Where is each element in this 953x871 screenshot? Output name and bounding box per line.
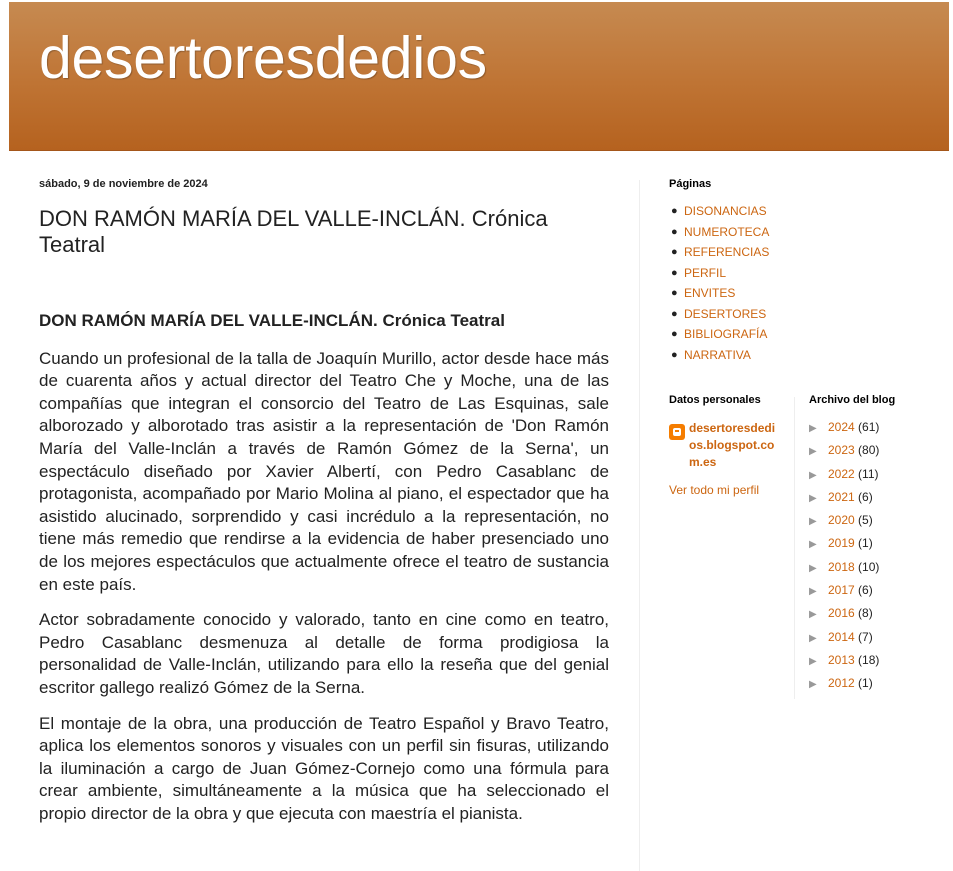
column-divider xyxy=(639,180,640,871)
archive-year-link[interactable]: 2016 xyxy=(828,606,855,621)
list-item xyxy=(809,606,949,629)
archive-count: (1) xyxy=(858,536,873,551)
list-item xyxy=(809,560,949,583)
blog-header xyxy=(9,2,949,151)
pages-list xyxy=(669,204,949,368)
main-column xyxy=(39,178,609,838)
archive-list xyxy=(809,420,949,700)
post-paragraph: Actor sobradamente conocido y valorado, tanto en cine como en teatro, Pedro Casablanc desmenuza al detalle de forma prodigiosa la personalidad de Valle-Inclán, utilizando para ello la reseña que del genial escritor gallego realizó Gómez de la Serna. xyxy=(39,610,609,697)
archive-count: (61) xyxy=(858,420,880,434)
list-item xyxy=(809,583,949,606)
list-item xyxy=(809,536,949,559)
archive-widget-title: Archivo del blog xyxy=(809,394,896,406)
profile-name-row xyxy=(669,420,781,471)
expand-arrow-icon[interactable]: ▶ xyxy=(809,539,817,551)
archive-count: (11) xyxy=(858,466,879,481)
post-paragraph: El montaje de la obra, una producción de Teatro Español y Bravo Teatro, aplica los elementos sonoros y visuales con un perfil sin fisuras, utilizando la iluminación a cargo de Juan Gómez-Cornejo como una fórmula para crear ambiente, simultáneamente a la música que ha seleccionado el propio director de la obra y que ejecuta con maestría el pianista. xyxy=(39,713,609,823)
page-link-numeroteca[interactable]: NUMEROTECA xyxy=(684,224,770,239)
archive-count: (5) xyxy=(858,513,873,528)
profile-widget-title: Datos personales xyxy=(669,394,761,406)
expand-arrow-icon[interactable]: ▶ xyxy=(809,516,817,528)
archive-year-link[interactable]: 2014 xyxy=(828,629,855,644)
page-link-bibliografia[interactable]: BIBLIOGRAFÍA xyxy=(684,327,768,341)
archive-count: (1) xyxy=(858,676,873,691)
post-date: sábado, 9 de noviembre de 2024 xyxy=(39,178,208,190)
list-item xyxy=(809,490,949,513)
archive-year-link[interactable]: 2019 xyxy=(828,536,855,551)
expand-arrow-icon[interactable]: ▶ xyxy=(809,423,817,434)
list-item xyxy=(669,307,949,328)
expand-arrow-icon[interactable]: ▶ xyxy=(809,446,817,458)
bullet-icon: ● xyxy=(671,246,678,258)
archive-year-link[interactable]: 2024 xyxy=(828,420,855,434)
page-link-disonancias[interactable]: DISONANCIAS xyxy=(684,204,767,218)
sidebar xyxy=(669,178,949,691)
list-item xyxy=(809,467,949,490)
bullet-icon: ● xyxy=(671,307,678,320)
list-item xyxy=(669,245,949,266)
list-item xyxy=(669,266,949,287)
archive-count: (10) xyxy=(858,559,880,574)
bullet-icon: ● xyxy=(671,205,678,217)
list-item xyxy=(669,286,949,307)
pages-widget-title: Páginas xyxy=(669,178,712,190)
archive-year-link[interactable]: 2023 xyxy=(828,443,855,458)
post-paragraph: Cuando un profesional de la talla de Joaquín Murillo, actor desde hace más de cuarenta años y actual director del Teatro Che y Moche, una de las compañías que integran el consorcio del Teatro de Las Esquinas, sale alborozado y alborotado tras asistir a la representación de 'Don Ramón María del Valle-Inclán a través de Ramón Gómez de la Serna', un espectáculo diseñado por Xavier Albertí, con Pedro Casablanc de protagonista, acompañado por Mario Molina al piano, el espectador que ha asistido alucinado, sorprendido y casi incrédulo a la representación, no tiene más remedio que rendirse a la evidencia de haber presenciado uno de los mejores espectáculos que actualmente ofrece el teatro de sustancia en este país. xyxy=(39,348,609,594)
expand-arrow-icon[interactable]: ▶ xyxy=(809,609,817,621)
archive-widget xyxy=(809,394,949,700)
archive-year-link[interactable]: 2021 xyxy=(828,489,855,504)
list-item xyxy=(809,653,949,676)
bullet-icon: ● xyxy=(671,287,678,299)
archive-year-link[interactable]: 2018 xyxy=(828,559,855,574)
list-item xyxy=(669,327,949,348)
post-body xyxy=(39,310,609,825)
page-link-narrativa[interactable]: NARRATIVA xyxy=(684,347,751,362)
page-link-referencias[interactable]: REFERENCIAS xyxy=(684,245,770,259)
list-item xyxy=(669,348,949,369)
bullet-icon: ● xyxy=(671,225,678,238)
archive-year-link[interactable]: 2012 xyxy=(828,676,855,691)
bullet-icon: ● xyxy=(671,348,678,361)
view-full-profile-link[interactable]: Ver todo mi perfil xyxy=(669,483,760,497)
archive-count: (8) xyxy=(858,606,873,621)
expand-arrow-icon[interactable]: ▶ xyxy=(809,562,817,574)
archive-year-link[interactable]: 2020 xyxy=(828,513,855,528)
archive-count: (6) xyxy=(858,489,873,504)
list-item xyxy=(809,443,949,466)
page-link-desertores[interactable]: DESERTORES xyxy=(684,306,767,321)
list-item xyxy=(669,225,949,246)
archive-year-link[interactable]: 2017 xyxy=(828,583,855,598)
archive-count: (6) xyxy=(858,583,873,598)
pages-widget xyxy=(669,178,949,368)
bullet-icon: ● xyxy=(671,266,678,279)
archive-count: (18) xyxy=(858,652,880,667)
page-link-perfil[interactable]: PERFIL xyxy=(684,265,727,280)
archive-count: (7) xyxy=(858,629,873,644)
page-link-envites[interactable]: ENVITES xyxy=(684,286,736,300)
blogger-icon xyxy=(669,424,685,440)
list-item xyxy=(809,676,949,699)
expand-arrow-icon[interactable]: ▶ xyxy=(809,492,817,504)
expand-arrow-icon[interactable]: ▶ xyxy=(809,586,817,598)
expand-arrow-icon[interactable]: ▶ xyxy=(809,679,817,691)
bullet-icon: ● xyxy=(671,328,678,340)
expand-arrow-icon[interactable]: ▶ xyxy=(809,469,817,481)
archive-count: (80) xyxy=(858,443,880,458)
archive-year-link[interactable]: 2013 xyxy=(828,652,855,667)
list-item xyxy=(669,204,949,225)
profile-widget xyxy=(669,394,781,497)
list-item xyxy=(809,420,949,443)
blog-title[interactable]: desertoresdedios xyxy=(39,25,487,91)
post-title[interactable]: DON RAMÓN MARÍA DEL VALLE-INCLÁN. Crónica Teatral xyxy=(39,206,548,257)
list-item xyxy=(809,513,949,536)
post-heading: DON RAMÓN MARÍA DEL VALLE-INCLÁN. Crónica Teatral xyxy=(39,311,505,330)
archive-year-link[interactable]: 2022 xyxy=(828,466,855,481)
list-item xyxy=(809,630,949,653)
expand-arrow-icon[interactable]: ▶ xyxy=(809,655,817,667)
profile-name-link[interactable]: desertoresdedios.blogspot.com.es xyxy=(689,421,776,469)
archive-divider xyxy=(794,397,795,699)
expand-arrow-icon[interactable]: ▶ xyxy=(809,632,817,644)
